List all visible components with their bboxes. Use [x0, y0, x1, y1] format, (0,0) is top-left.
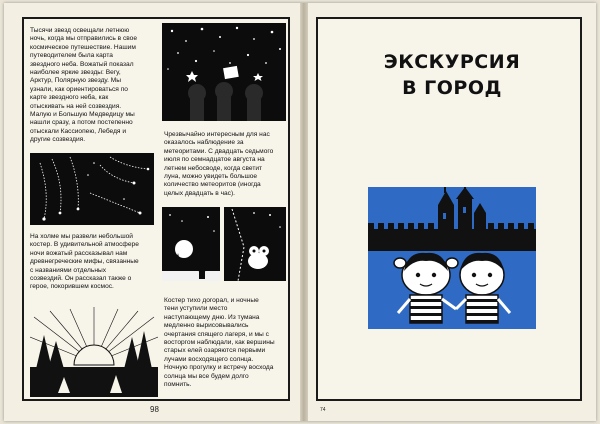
- illustration-sunrise-pines: [30, 307, 158, 397]
- left-page-frame: [22, 17, 290, 401]
- chapter-title-line-2: В ГОРОД: [402, 77, 502, 99]
- footer-mark: 74: [320, 407, 326, 413]
- illustration-comet-figures: [224, 207, 286, 281]
- illustration-moon-forest: [162, 207, 220, 281]
- page-number: 98: [150, 405, 159, 414]
- illustration-meteor-shower: [30, 153, 154, 225]
- paragraph-campfire: На холме мы развели небольшой костер. В удивительной атмосфере ночи вожатый рассказывал нам древнегреческие мифы, связанные с названиями отдельных созвездий. Он рассказал также о герое, покорившем космос.: [30, 233, 139, 291]
- paragraph-sunrise: Костер тихо догорал, и ночные тени уступили место наступающему дню. Из тумана медленно вырисовывались очертания спящего лагеря, и мы с восторгом наблюдали, как вершины старых елей озаряются первыми лучами восходящего солнца. Ночную прогулку и встречу восхода солнца мы все будем долго помнить.: [164, 297, 275, 389]
- paragraph-meteors: Чрезвычайно интересным для нас оказалось наблюдение за метеоритами. С двадцать седьмого июля по семнадцатое августа на летнем небосводе, когда светит луна, можно увидеть большое количество метеоритов (иногда целых двадцать в час).: [164, 131, 274, 197]
- book-spread: [4, 3, 596, 421]
- book-gutter: [300, 3, 308, 421]
- right-page: [308, 3, 596, 421]
- illustration-starry-sky-children: [162, 23, 286, 121]
- paragraph-stars: Тысячи звезд освещали летнюю ночь, когда мы отправились в свое космическое путешествие. Нашим путеводителем была карта звездного неба. Вожатый показал наиболее яркие звезды: Вегу, Арктур, Полярную звезду. Мы узнали, как ориентироваться по карте звездного неба, как отыскивать на ней созвездия. Малую и Большую Медведицу мы нашли сразу, а потом постепенно отыскали Кассиопею, Лебедя и другие созвездия.: [30, 27, 138, 144]
- chapter-title-line-1: ЭКСКУРСИЯ: [383, 51, 521, 73]
- illustration-children-city: [368, 187, 536, 329]
- left-page: [4, 3, 300, 421]
